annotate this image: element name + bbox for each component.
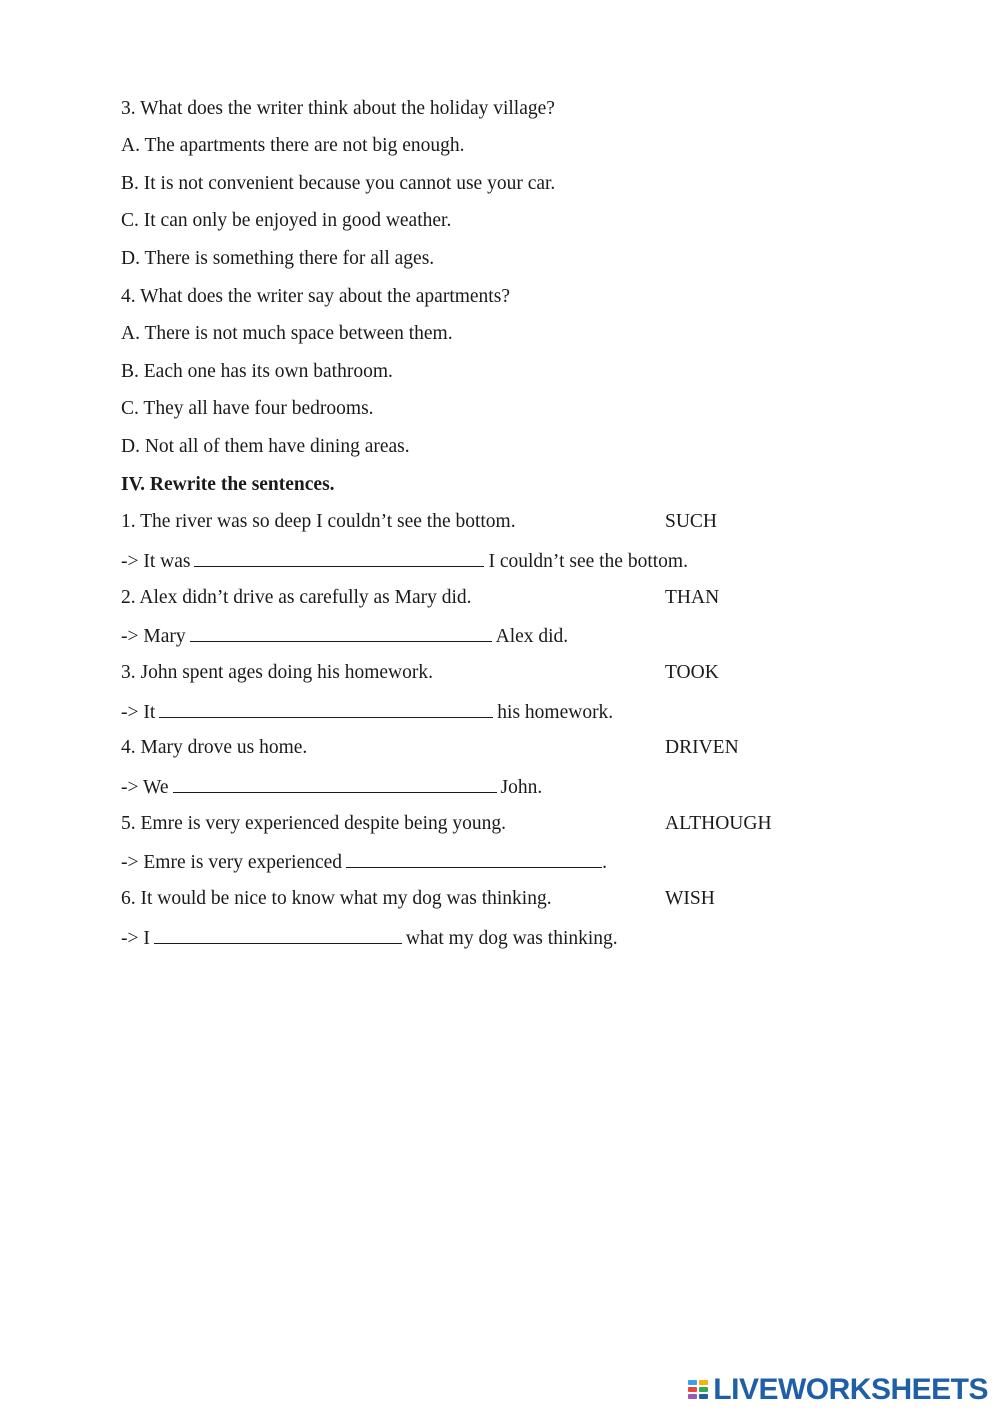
rewrite-2-keyword: THAN [665, 587, 720, 608]
liveworksheets-logo-icon [688, 1378, 710, 1402]
rewrite-5-prefix: -> Emre is very experienced [121, 852, 343, 873]
rewrite-2-answer-blank[interactable] [190, 623, 492, 642]
rewrite-3-sentence: 3. John spent ages doing his homework. [121, 662, 433, 683]
rewrite-4-keyword: DRIVEN [665, 737, 739, 758]
question-4-option-d[interactable]: D. Not all of them have dining areas. [121, 436, 410, 457]
question-3-option-c[interactable]: C. It can only be enjoyed in good weather. [121, 210, 452, 231]
rewrite-6-answer-blank[interactable] [154, 925, 402, 944]
rewrite-4-suffix: John. [500, 777, 543, 798]
rewrite-6-prefix: -> I [121, 928, 150, 949]
question-3-option-a[interactable]: A. The apartments there are not big enough. [121, 135, 465, 156]
liveworksheets-logo-text: LIVEWORKSHEETS [713, 1373, 988, 1406]
rewrite-5-answer-blank[interactable] [346, 849, 602, 868]
question-3-option-b[interactable]: B. It is not convenient because you cannot use your car. [121, 173, 556, 194]
rewrite-1-sentence: 1. The river was so deep I couldn’t see the bottom. [121, 511, 516, 532]
rewrite-3-prefix: -> It [121, 702, 156, 723]
rewrite-6-keyword: WISH [665, 888, 715, 909]
rewrite-4-sentence: 4. Mary drove us home. [121, 737, 308, 758]
rewrite-3-keyword: TOOK [665, 662, 719, 683]
rewrite-6-suffix: what my dog was thinking. [405, 928, 618, 949]
liveworksheets-logo[interactable] [688, 1374, 988, 1406]
rewrite-3-answer-blank[interactable] [159, 699, 493, 718]
rewrite-1-answer-blank[interactable] [194, 548, 484, 567]
question-3-text: 3. What does the writer think about the holiday village? [121, 98, 555, 119]
rewrite-5-keyword: ALTHOUGH [665, 813, 772, 834]
rewrite-1-prefix: -> It was [121, 551, 191, 572]
rewrite-1-answer-line [121, 548, 688, 574]
question-4-option-b[interactable]: B. Each one has its own bathroom. [121, 361, 393, 382]
rewrite-5-answer-line [121, 849, 607, 875]
question-3-option-d[interactable]: D. There is something there for all ages. [121, 248, 435, 269]
question-4-option-c[interactable]: C. They all have four bedrooms. [121, 398, 374, 419]
rewrite-2-answer-line [121, 623, 568, 649]
question-4-text: 4. What does the writer say about the apartments? [121, 286, 510, 307]
rewrite-4-answer-line [121, 774, 542, 800]
rewrite-5-sentence: 5. Emre is very experienced despite being young. [121, 813, 507, 834]
rewrite-6-answer-line [121, 925, 618, 951]
rewrite-2-suffix: Alex did. [495, 626, 569, 647]
rewrite-6-sentence: 6. It would be nice to know what my dog was thinking. [121, 888, 552, 909]
rewrite-3-suffix: his homework. [497, 702, 614, 723]
section-heading-rewrite: IV. Rewrite the sentences. [121, 474, 335, 495]
rewrite-1-suffix: I couldn’t see the bottom. [488, 551, 688, 572]
rewrite-5-suffix: . [602, 852, 607, 873]
rewrite-1-keyword: SUCH [665, 511, 718, 532]
rewrite-2-prefix: -> Mary [121, 626, 186, 647]
rewrite-4-prefix: -> We [121, 777, 169, 798]
rewrite-3-answer-line [121, 699, 613, 725]
rewrite-2-sentence: 2. Alex didn’t drive as carefully as Mary did. [121, 587, 472, 608]
rewrite-4-answer-blank[interactable] [173, 774, 497, 793]
question-4-option-a[interactable]: A. There is not much space between them. [121, 323, 453, 344]
